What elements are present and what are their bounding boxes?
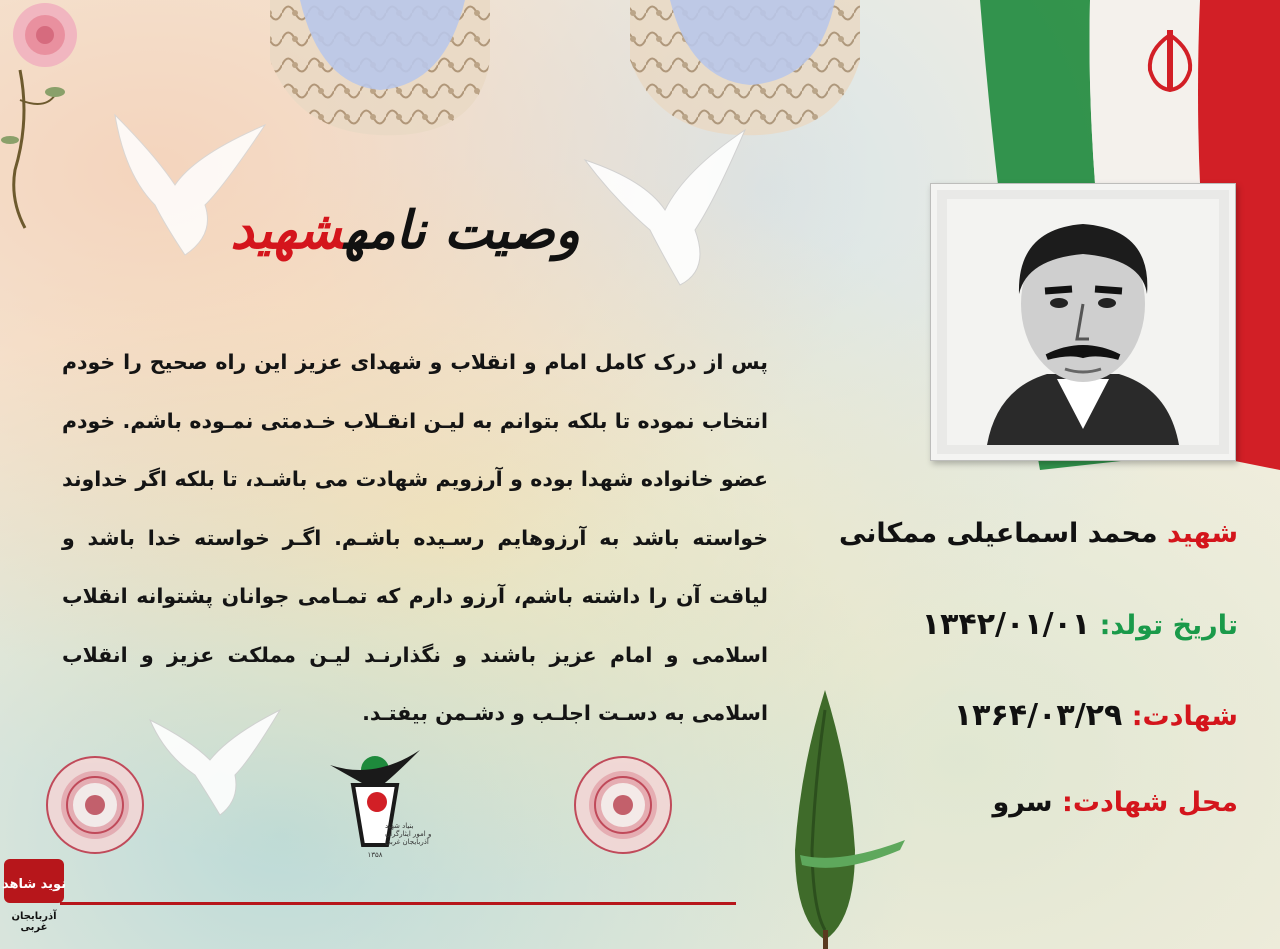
title-part-will: وصیت نامه — [343, 200, 580, 261]
rosette-icon — [568, 750, 678, 860]
rosette-icon — [40, 750, 150, 860]
brand-logo-text: نوید شاهد — [1, 877, 67, 892]
foundation-logo-year: ۱۳۵۸ — [367, 851, 383, 859]
title-part-martyr: شهید — [230, 200, 344, 261]
birth-date: ۱۳۴۲/۰۱/۰۱ — [921, 607, 1091, 642]
martyr-name-line — [818, 518, 1238, 549]
martyr-photo-frame — [930, 183, 1236, 461]
brand-region-line1: آذربایجان — [11, 911, 57, 922]
martyrdom-date: ۱۳۶۴/۰۳/۲۹ — [953, 698, 1123, 733]
martyr-photo — [947, 199, 1219, 445]
martyr-name: محمد اسماعیلی ممکانی — [838, 518, 1158, 549]
brand-logo — [1, 855, 67, 933]
birth-date-line — [818, 607, 1238, 642]
brand-region-line2: غربی — [20, 922, 48, 933]
bottom-divider — [60, 902, 736, 905]
dove-icon — [575, 120, 775, 290]
martyrdom-label: شهادت: — [1131, 701, 1238, 732]
foundation-logo — [325, 740, 432, 860]
foundation-logo-line1: بنیاد شهید — [385, 822, 414, 830]
martyrdom-place: سرو — [992, 787, 1053, 818]
foundation-logo-line2: و امور ایثارگران — [385, 830, 432, 838]
cypress-tree — [780, 690, 910, 949]
name-label: شهید — [1167, 518, 1238, 549]
will-text: پس از درک کامل امام و انقلاب و شهدای عزیز این راه صحیح را خودم انتخاب نموده تا بلکه بتوانم به لیـن انقـلاب خـدمتی نمـوده باشم. خودم عضو خانواده شهدا بوده و آرزویم شهادت می باشـد، تا بلکه اگر خداوند خواسته باشد به آرزوهایم رسـیده باشـم. اگـر خواسته خدا باشد و لیاقت آن را داشته باشم، آرزو دارم که تمـامی جوانان پشتوانه انقلاب اسلامی و امام عزیز باشند و نگذارنـد لیـن مملکت عزیز و انقلاب اسلامی به دسـت اجلـب و دشـمن بیفتـد. — [62, 350, 768, 725]
flower-decoration — [0, 0, 90, 230]
portrait-image — [947, 199, 1219, 445]
birth-label: تاریخ تولد: — [1099, 610, 1238, 641]
navid-shahed-logo — [1, 855, 67, 907]
foundation-logo-line3: آذربایجان غربی — [385, 838, 429, 846]
place-label: محل شهادت: — [1062, 787, 1238, 818]
page-title — [230, 200, 580, 310]
